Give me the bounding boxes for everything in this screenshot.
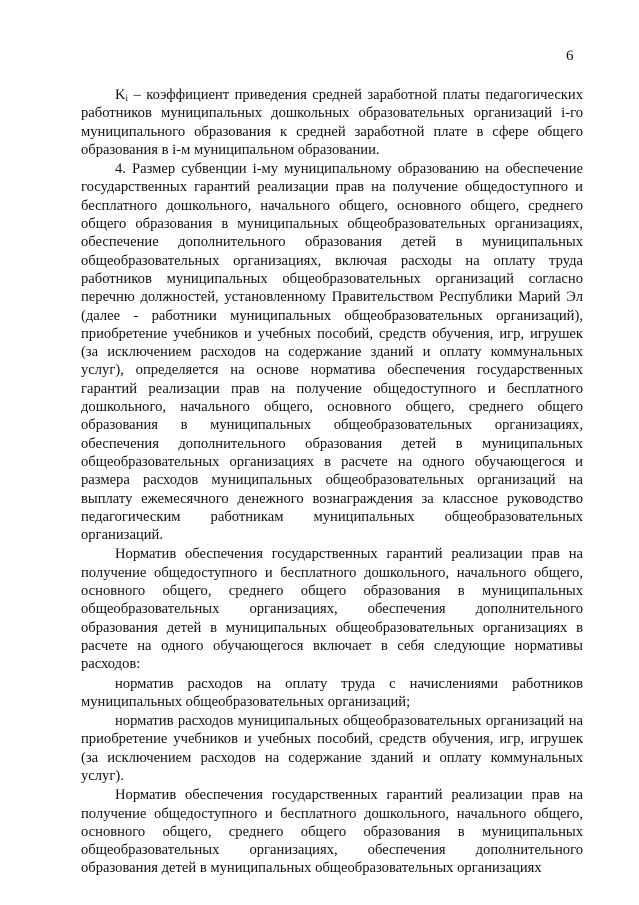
paragraph-norm-definition: Норматив обеспечения государственных гарантий реализации прав на получение общедоступного и бесплатного дошкольного, начального общего, основного общего, среднего общего образования в муниципальных общеобразовательных организациях, обеспечения дополнительного образования детей в муниципальных общеобразовательных организациях в расчете на одного обучающегося включает в себя следующие нормативы расходов: [81, 546, 583, 673]
paragraph-norm-continuation: Норматив обеспечения государственных гарантий реализации прав на получение общедоступного и бесплатного дошкольного, начального общего, основного общего, среднего общего образования в муниципальных общеобразовательных организациях, обеспечения дополнительного образования детей в муниципальных общеобразовательных организациях [81, 787, 583, 877]
paragraph-norm-wages: норматив расходов на оплату труда с начислениями работников муниципальных общеобразовательных организаций; [81, 675, 583, 710]
coefficient-subscript: i [125, 93, 129, 103]
coefficient-description: – коэффициент приведения средней заработной платы педагогических работников муниципальных дошкольных образовательных организаций i-го муниципального образования к средней заработной плате в сфере общего образования в i-м муниципальном образовании. [81, 87, 583, 158]
page-number: 6 [566, 48, 574, 64]
document-body [81, 86, 583, 878]
paragraph-item-4: 4. Размер субвенции i-му муниципальному образованию на обеспечение государственных гарантий реализации прав на получение общедоступного и бесплатного дошкольного, начального общего, основного общего, среднего общего образования в муниципальных общеобразовательных организациях, обеспечение дополнительного образования детей в муниципальных общеобразовательных организациях, включая расходы на оплату труда работников муниципальных общеобразовательных организаций согласно перечню должностей, установленному Правительством Республики Марий Эл (далее - работники муниципальных общеобразовательных организаций), приобретение учебников и учебных пособий, средств обучения, игр, игрушек (за исключением расходов на содержание зданий и оплату коммунальных услуг), определяется на основе норматива обеспечения государственных гарантий реализации прав на получение общедоступного и бесплатного дошкольного, начального общего, основного общего, среднего общего образования в муниципальных общеобразовательных организациях, обеспечения дополнительного образования детей в муниципальных общеобразовательных организациях в расчете на одного обучающегося и размера расходов муниципальных общеобразовательных организаций на выплату ежемесячного денежного вознаграждения за классное руководство педагогическим работникам муниципальных общеобразовательных организаций. [81, 161, 583, 544]
paragraph-norm-textbooks: норматив расходов муниципальных общеобразовательных организаций на приобретение учебников и учебных пособий, средств обучения, игр, игрушек (за исключением расходов на содержание зданий и оплату коммунальных услуг). [81, 713, 583, 784]
coefficient-symbol: K [115, 87, 126, 103]
paragraph-coefficient-definition [81, 86, 583, 159]
